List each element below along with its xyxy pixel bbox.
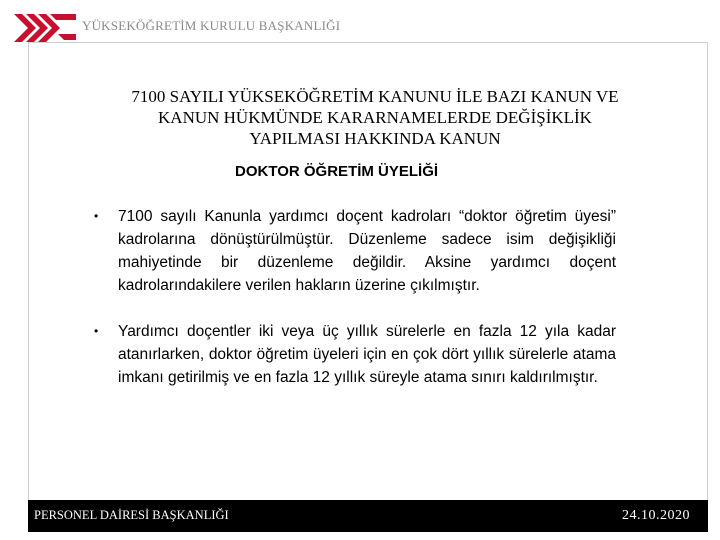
organization-name: YÜKSEKÖĞRETİM KURULU BAŞKANLIĞI: [82, 18, 341, 33]
bullet-list: [88, 205, 616, 389]
law-title-line-2: KANUN HÜKMÜNDE KARARNAMELERDE DEĞİŞİKLİK: [158, 108, 592, 127]
footer-department: PERSONEL DAİRESİ BAŞKANLIĞI: [34, 508, 229, 522]
law-title: [95, 86, 655, 149]
bullet-text: 7100 sayılı Kanunla yardımcı doçent kadroları “doktor öğretim üyesi” kadrolarına dönüştürülmüştür. Düzenleme sadece isim değişikliği mahiyetinde bir düzenleme değildir. Aksine yardımcı doçent kadrolarındakilere verilen hakların üzerine çıkılmıştır.: [118, 208, 616, 294]
yok-logo-icon: [14, 12, 76, 42]
footer-date: 24.10.2020: [622, 508, 690, 523]
law-title-line-1: 7100 SAYILI YÜKSEKÖĞRETİM KANUNU İLE BAZI KANUN VE: [131, 87, 619, 106]
bullet-marker: •: [94, 324, 99, 338]
bullet-marker: •: [94, 209, 99, 223]
bullet-item: [88, 320, 616, 389]
bullet-item: [88, 205, 616, 297]
section-title: DOKTOR ÖĞRETİM ÜYELİĞİ: [235, 163, 439, 180]
bullet-text: Yardımcı doçentler iki veya üç yıllık sürelerle en fazla 12 yıla kadar atanırlarken, doktor öğretim üyeleri için en çok dört yıllık sürelerle atama imkanı getirilmiş ve en fazla 12 yıllık süreyle atama sınırı kaldırılmıştır.: [118, 323, 616, 386]
law-title-line-3: YAPILMASI HAKKINDA KANUN: [249, 129, 501, 148]
